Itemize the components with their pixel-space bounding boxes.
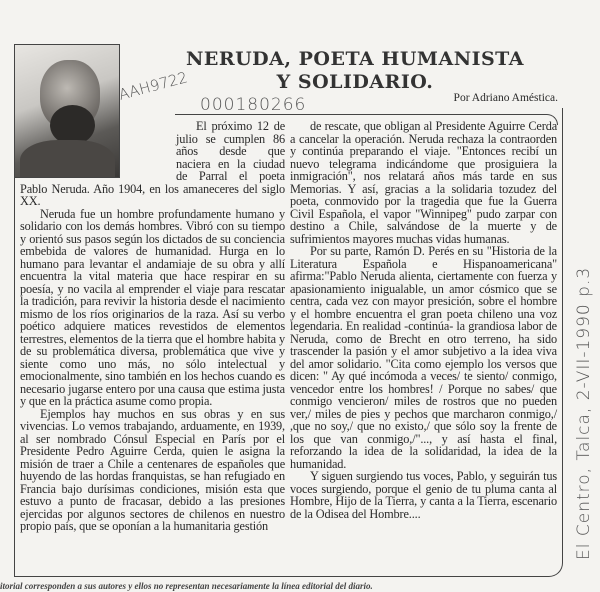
article-title [180, 48, 530, 94]
handwritten-record-number: 000180266 [200, 95, 307, 115]
editorial-disclaimer: itorial corresponden a sus autores y ellos no representan necesariamente la línea editorial del diario. [0, 581, 373, 591]
photo-clearance [20, 120, 176, 182]
byline: Por Adriano Améstica. [453, 92, 558, 104]
handwritten-source-note: El Centro, Talca, 2-VII-1990 p.3 [574, 266, 594, 560]
handwritten-catalog-code: AAH9722 [116, 68, 190, 104]
right-column [290, 120, 557, 520]
intro-text: El próximo 12 de julio se cumplen 86 años desde que naciera en la ciudad de Parral el poeta Pablo Neruda. Año 1904, en los amaneceres del siglo XX. [20, 119, 285, 208]
frame-left-border [14, 178, 15, 576]
title-line-2: Y SOLIDARIO. [276, 71, 434, 93]
paragraph: Neruda fue un hombre profundamente humano y solidario con los demás hombres. Vibró con su tiempo y orientó sus pasos según los dictados de su conciencia embebida de valores de humanidad. Hurga en lo humano para levantar el andamiaje de su obra y allí encuentra la vital materia que hace respirar en su poesía, y no vacila al emprender el viaje para rescatar la tradición, para revivir la historia desde el nacimiento mismo de los ríos originarios de la raza. Así su verbo poético adquiere matices revestidos de elementos terrestres, elementos de la tierra que el hombre habita y de su problemática diversa, problemática que vive y siente como uno más, no sólo intelectual y emocionalmente, sino también en los hechos cuando es necesario jugarse entero por una causa que estima justa y que en la práctica asume como propia. [20, 206, 285, 408]
title-line-1: NERUDA, POETA HUMANISTA [185, 48, 525, 70]
paragraph: Y siguen surgiendo tus voces, Pablo, y seguirán tus voces surgiendo, porque el genio de tu pluma canta al Hombre, Hijo de la Tierra, y canta a la Tierra, escenario de la Odisea del Hombre.... [290, 469, 557, 521]
paragraph: Ejemplos hay muchos en sus obras y en sus vivencias. Lo vemos trabajando, arduamente, en 1939, al ser nombrado Cónsul Especial en París por el Presidente Pedro Aguirre Cerda, quien le asigna la misión de traer a Chile a centenares de españoles que huyendo de las hordas franquistas, se han refugiado en Francia bajo durísimas condiciones, misión esta que estuvo a punto de fracasar, debido a las presiones ejercidas por algunos sectores de chilenos en nuestro propio país, que se oponían a la humanitaria gestión [20, 406, 285, 533]
paragraph: Por su parte, Ramón D. Perés en su "Historia de la Literatura Española e Hispanoamericana" afirma:"Pablo Neruda alienta, ciertamente con fuerza y apasionamiento inigualable, un amor cósmico que se centra, cada vez con mayor presición, sobre el hombre y el hombre encuentra el gran poeta chileno una voz legendaria. En realidad -continúa- la grandiosa labor de Neruda, como de Brecht en otro terreno, ha sido trascender la pasión y el amor subjetivo a la idea viva del amor solidario. "Cita como ejemplo los versos que dicen: " Ay qué incómoda a veces/ te siento/ conmigo, vencedor entre los hombres! / Porque no sabes/ que conmigo vencieron/ miles de rostros que no pueden ver,/ miles de pies y pechos que marcharon conmigo,/ ,que no soy,/ que no existo,/ que sólo soy la frente de los que van conmigo,/"..., y así hasta el final, reforzando la idea de la solidaridad, la idea de la humanidad. [290, 244, 557, 471]
paragraph: de rescate, que obligan al Presidente Aguirre Cerda a cancelar la operación. Neruda rechaza la contraorden y continúa preparando el viaje. "Entonces recibí un nuevo telegrama indicándome que prosiguiera la inmigración", nos relatará años más tarde en sus Memorias. Y así, gracias a la solidaria tozudez del poeta, conmovido por la tragedia que fue la Guerra Civil Española, el vapor "Winnipeg" pudo zarpar con destino a Chile, salvándose de la muerte y de sufrimientos mayores muchas vidas humanas. [290, 119, 557, 246]
left-column [20, 120, 285, 533]
